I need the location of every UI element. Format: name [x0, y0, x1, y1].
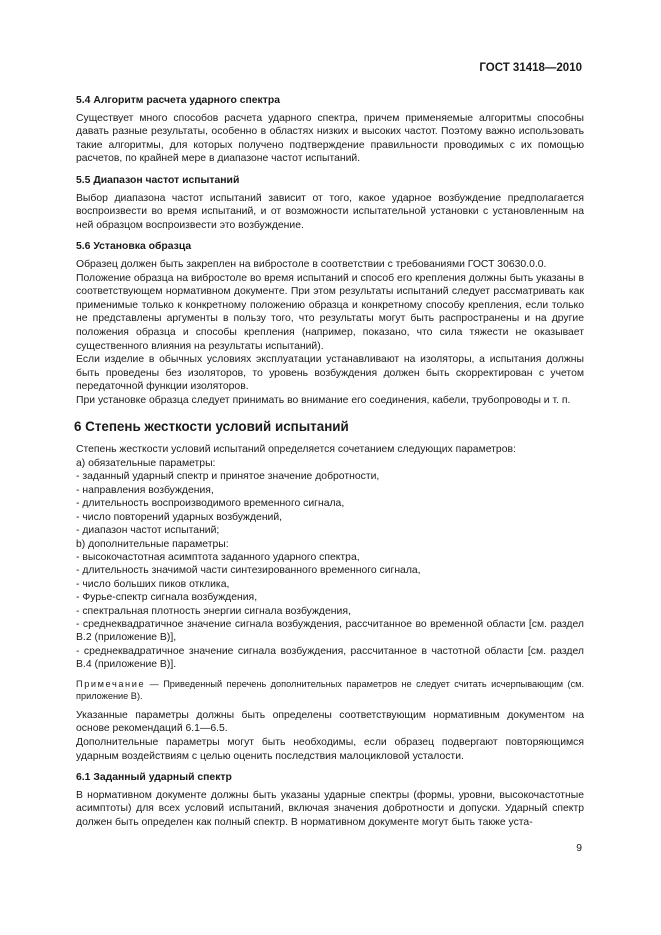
note [76, 678, 584, 703]
page-content [76, 94, 584, 830]
section-5-6-paragraph-2: Положение образца на вибростоле во время испытаний и способ его крепления должны быть указаны в соответствующем нормативном документе. При этом результаты испытаний следует рассматривать как применимые только к конкретному положению образца и конкретному способу крепления, если только не представлены аргументы в пользу того, что результаты могут быть распространены и на другие положения образца и способы крепления (например, показано, что сила тяжести не оказывает существенного влияния на результаты испытаний). [76, 272, 584, 352]
list-item: - диапазон частот испытаний; [76, 525, 220, 537]
mandatory-parameters-list [76, 457, 584, 537]
list-item: - число повторений ударных возбуждений, [76, 511, 283, 523]
section-6-paragraph-after-1: Указанные параметры должны быть определены соответствующим нормативным документом на основе рекомендаций 6.1—6.5. [76, 709, 584, 735]
section-5-6-paragraph-4: При установке образца следует принимать во внимание его соединения, кабели, трубопроводы и т. п. [76, 394, 571, 406]
note-text: — Приведенный перечень дополнительных параметров не следует считать исчерпывающим (см. приложение В). [76, 678, 584, 702]
list-item: - заданный ударный спектр и принятое значение добротности, [76, 471, 380, 483]
section-5-4-title: 5.4 Алгоритм расчета ударного спектра [76, 95, 280, 106]
section-5-4-paragraph: Существует много способов расчета ударного спектра, причем применяемые алгоритмы способны давать разные результаты, особенно в областях низких и высоких частот. Поэтому важно использовать такие алгоритмы, для которых получено подтверждение правильности проводимых с их помощью расчетов, по крайней мере в диапазоне частот испытаний. [76, 112, 584, 165]
section-6-intro: Степень жесткости условий испытаний определяется сочетанием следующих параметров: [76, 444, 516, 456]
list-item: - длительность значимой части синтезированного временного сигнала, [76, 565, 421, 577]
section-6-title: 6 Степень жесткости условий испытаний [74, 419, 349, 435]
list-item: - высокочастотная асимптота заданного ударного спектра, [76, 551, 360, 563]
list-item: - Фурье-спектр сигнала возбуждения, [76, 592, 258, 604]
section-6-paragraph-after-2: Дополнительные параметры могут быть необходимы, если образец подвергают повторяющимся ударным воздействиям с целью оценить последствия малоцикловой усталости. [76, 736, 584, 762]
section-5-6-title: 5.6 Установка образца [76, 241, 192, 253]
section-5-6-paragraph-3: Если изделие в обычных условиях эксплуатации устанавливают на изоляторы, а испытания должны быть проведены без изоляторов, то уровень возбуждения должен быть скорректирован с учетом передаточной функции изоляторов. [76, 354, 584, 393]
section-5-5-paragraph: Выбор диапазона частот испытаний зависит от того, какое ударное возбуждение предполагается воспроизвести во время испытаний, и от возможности испытательной установки с установленным на ней образцом воспроизвести это возбуждение. [76, 192, 584, 231]
page-number: 9 [576, 843, 582, 854]
section-5-6-paragraph-1: Образец должен быть закреплен на вибростоле в соответствии с требованиями ГОСТ 30630.0.0. [76, 258, 547, 270]
list-a-heading: а) обязательные параметры: [76, 458, 216, 470]
note-label: Примечание [76, 678, 146, 689]
list-item: - число больших пиков отклика, [76, 578, 230, 590]
list-item: - направления возбуждения, [76, 484, 214, 496]
list-item: - среднеквадратичное значение сигнала возбуждения, рассчитанное в частотной области [см. раздел В.4 (приложение В)]. [76, 645, 584, 671]
section-5-5-title: 5.5 Диапазон частот испытаний [76, 174, 240, 186]
section-6-1-paragraph: В нормативном документе должны быть указаны ударные спектры (формы, уровни, высокочастотные асимптоты) для всех условий испытаний, включая значения добротности и допуски. Ударный спектр должен быть определен как полный спектр. В нормативном документе могут быть также уста- [76, 789, 584, 828]
additional-parameters-list [76, 538, 584, 672]
list-item: - среднеквадратичное значение сигнала возбуждения, рассчитанное во временной области [см. раздел В.2 (приложение В)], [76, 618, 584, 644]
section-6-1-title: 6.1 Заданный ударный спектр [76, 772, 232, 784]
document-header: ГОСТ 31418—2010 [479, 62, 582, 74]
list-item: - длительность воспроизводимого временного сигнала, [76, 498, 345, 510]
list-item: - спектральная плотность энергии сигнала возбуждения, [76, 605, 351, 617]
list-b-heading: b) дополнительные параметры: [76, 538, 229, 550]
